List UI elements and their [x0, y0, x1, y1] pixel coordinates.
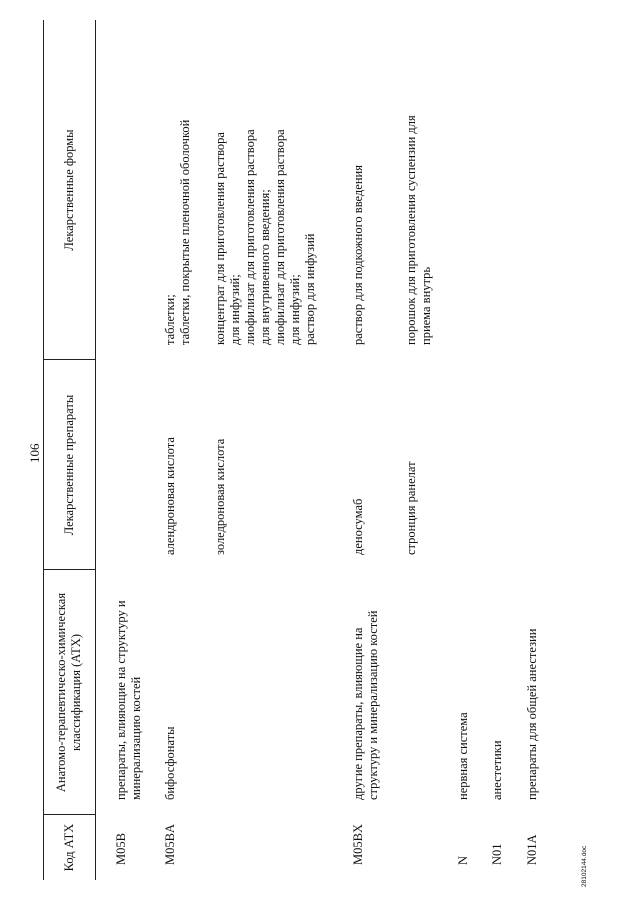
- header-code: Код АТХ: [62, 823, 76, 872]
- row-form: таблетки, покрытые пленочной оболочкой: [178, 119, 192, 345]
- row-form: для инфузий;: [288, 274, 302, 345]
- header-classification-line1: Анатомо-терапевтическо-химическая: [54, 592, 68, 793]
- row-form: для внутривенного введения;: [258, 189, 272, 345]
- row-classification: бифосфонаты: [163, 726, 177, 800]
- row-form: лиофилизат для приготовления раствора: [243, 129, 257, 345]
- row-classification: минерализацию костей: [129, 676, 143, 800]
- row-code: N: [456, 855, 470, 865]
- row-code: N01A: [525, 834, 539, 865]
- row-drug: золедроновая кислота: [213, 438, 227, 555]
- row-classification: препараты, влияющие на структуру и: [114, 600, 128, 800]
- header-bottom-border: [95, 20, 96, 880]
- row-form: лиофилизат для приготовления раствора: [273, 129, 287, 345]
- row-form: для инфузий;: [228, 274, 242, 345]
- page-number: 106: [27, 443, 42, 463]
- row-form: раствор для инфузий: [303, 233, 317, 345]
- row-code: N01: [490, 843, 504, 865]
- row-classification: нервная система: [456, 712, 470, 800]
- row-classification: анестетики: [490, 740, 504, 800]
- row-form: приема внутрь: [419, 266, 433, 345]
- row-drug: стронция ранелат: [404, 461, 418, 555]
- row-classification: структуру и минерализацию костей: [366, 610, 380, 800]
- header-drugs: Лекарственные препараты: [62, 394, 76, 536]
- row-code: M05BA: [163, 824, 177, 865]
- row-drug: деносумаб: [351, 498, 365, 555]
- row-classification: препараты для общей анестезии: [525, 628, 539, 800]
- row-form: таблетки;: [163, 294, 177, 345]
- row-code: M05BX: [351, 824, 365, 865]
- row-form: раствор для подкожного введения: [351, 165, 365, 345]
- footer-doc-name: 28102144.doc: [581, 845, 588, 887]
- row-classification: другие препараты, влияющие на: [351, 627, 365, 800]
- header-classification-line2: классификация (АТХ): [69, 633, 83, 752]
- row-code: M05B: [114, 833, 128, 865]
- row-form: концентрат для приготовления раствора: [213, 132, 227, 345]
- row-form: порошок для приготовления суспензии для: [404, 115, 418, 345]
- header-forms: Лекарственные формы: [62, 129, 76, 251]
- row-drug: алендроновая кислота: [163, 437, 177, 555]
- table-top-border: [43, 20, 44, 880]
